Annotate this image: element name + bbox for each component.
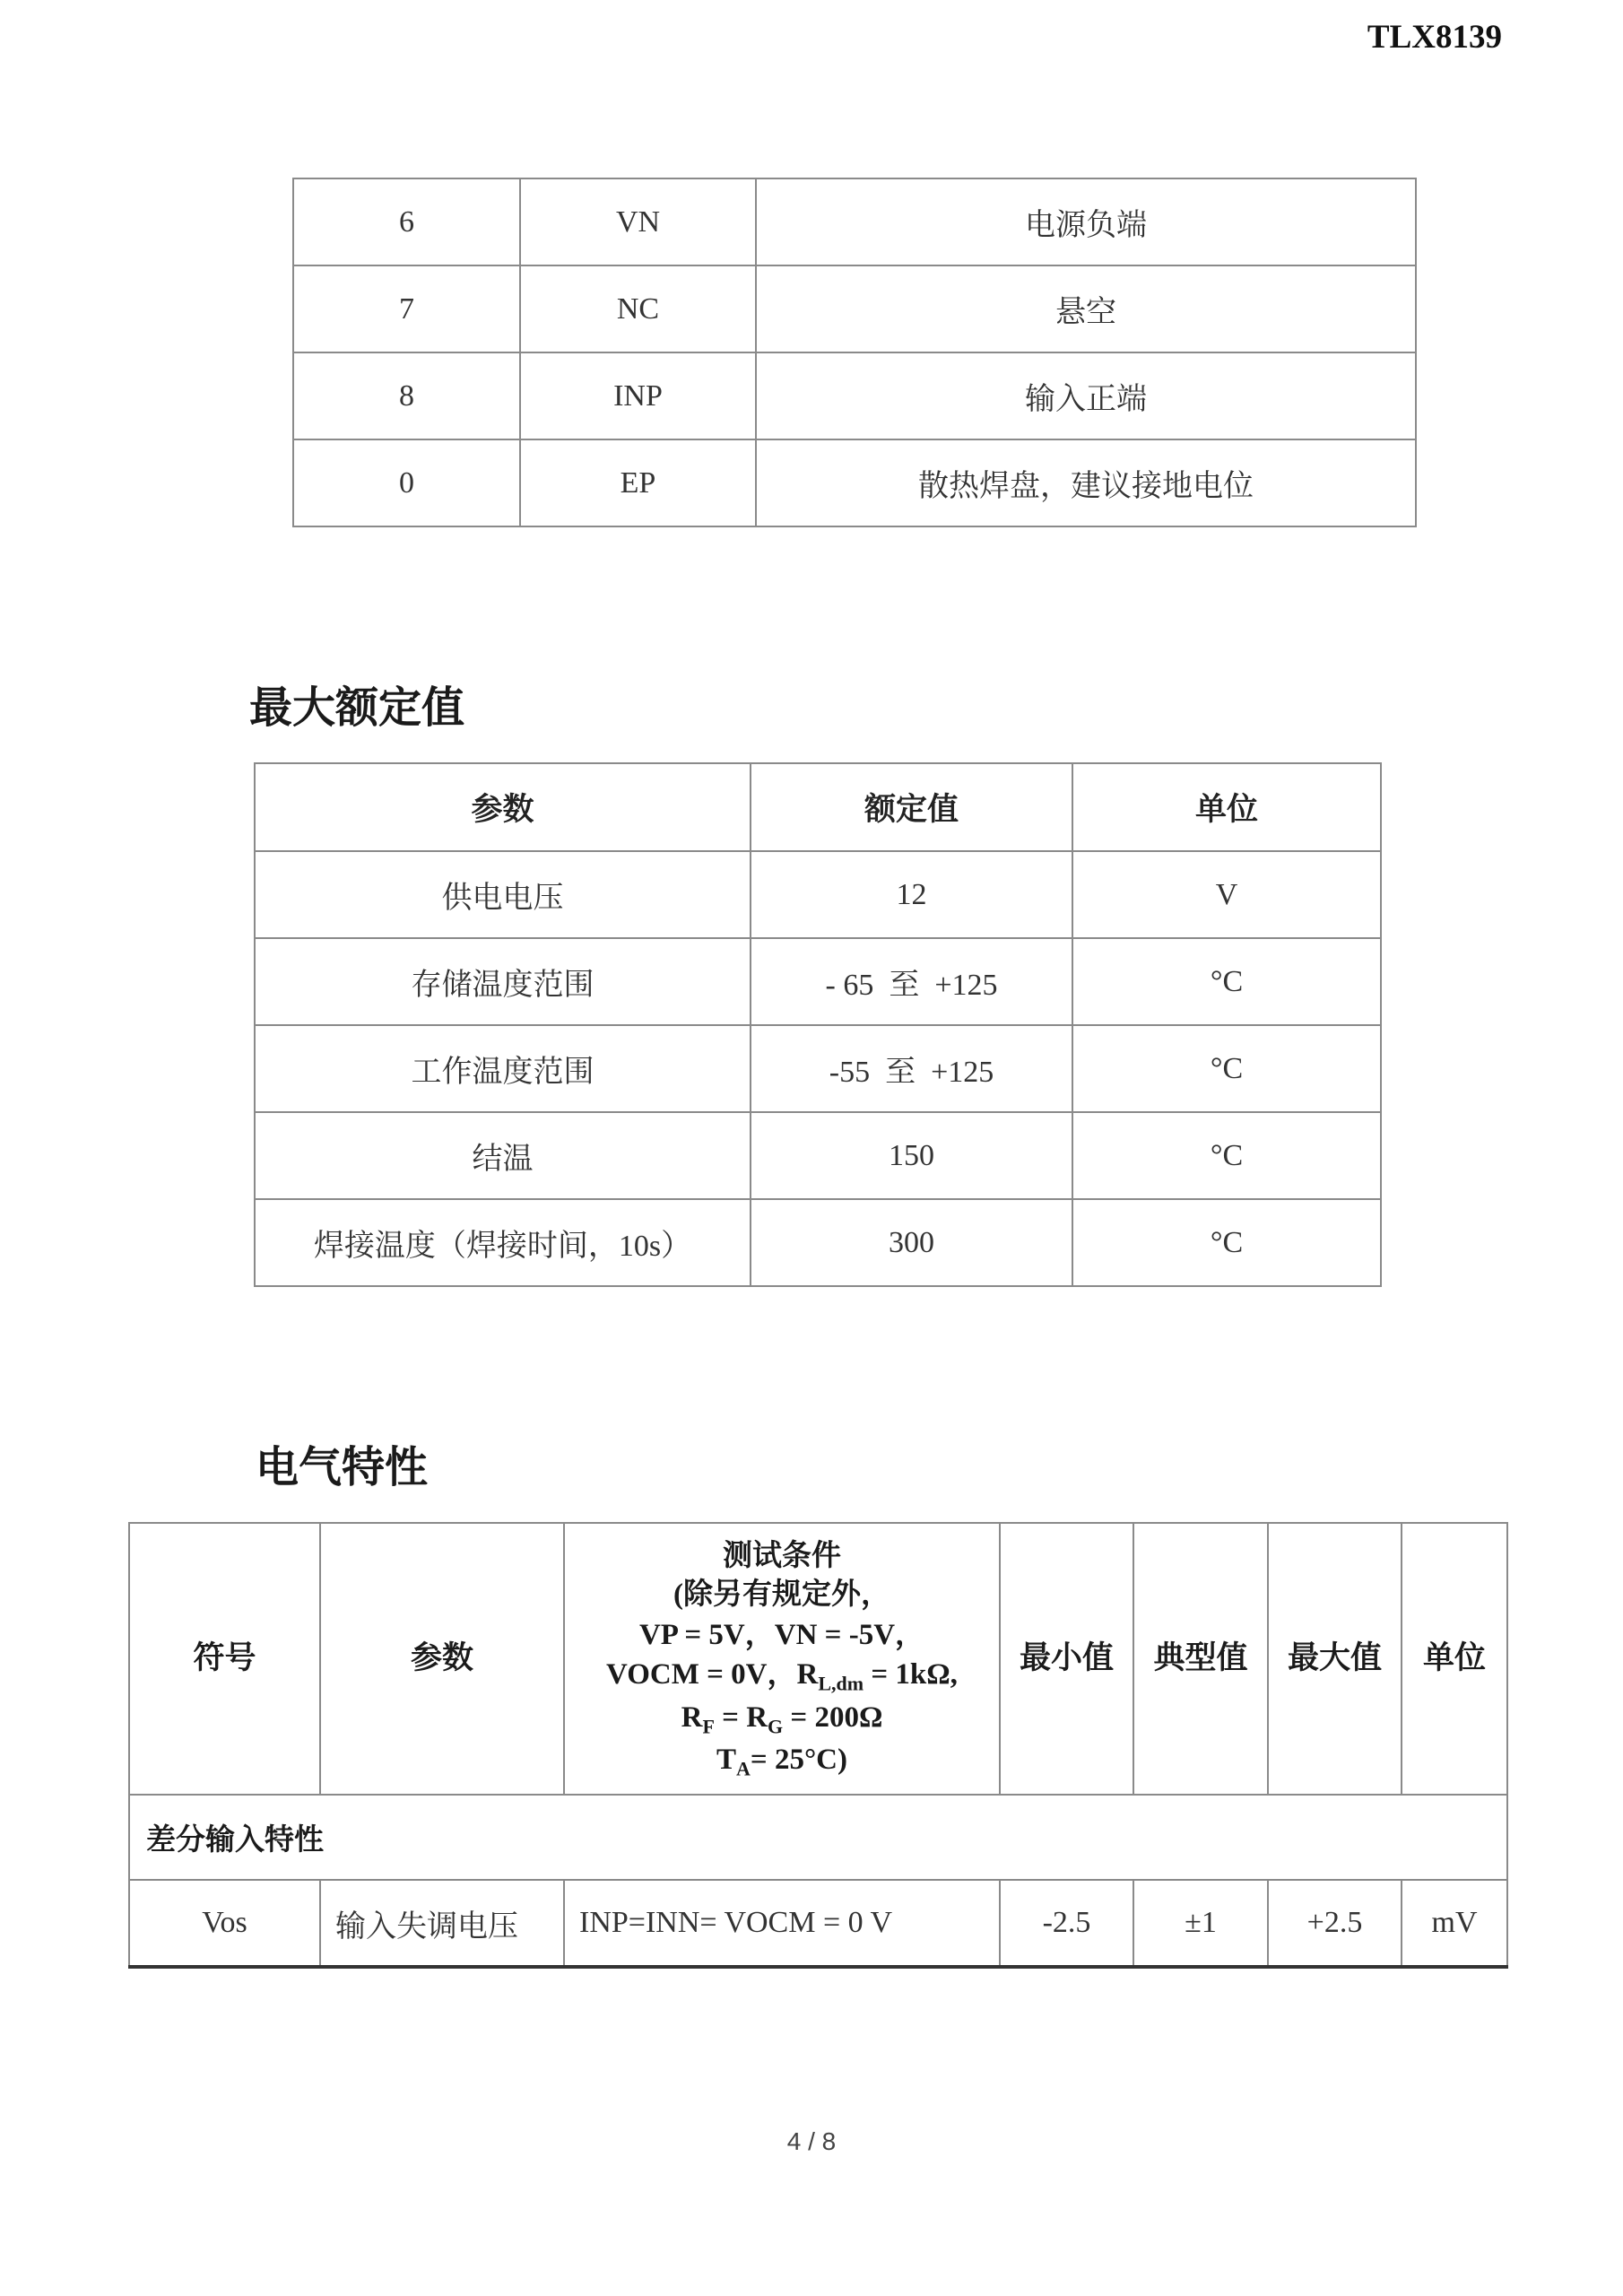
param-cell: 供电电压	[255, 851, 751, 938]
column-header-param: 参数	[320, 1523, 564, 1795]
unit-cell: °C	[1072, 938, 1381, 1025]
value-cell: - 65 至 +125	[751, 938, 1072, 1025]
column-header-min: 最小值	[1000, 1523, 1133, 1795]
column-header-param: 参数	[255, 763, 751, 851]
pin-description: 电源负端	[756, 178, 1416, 265]
column-header-unit: 单位	[1402, 1523, 1507, 1795]
table-row	[293, 265, 1416, 352]
conditions-line: (除另有规定外，	[673, 1578, 890, 1612]
max-ratings-heading: 最大额定值	[249, 683, 465, 733]
table-row	[293, 439, 1416, 526]
value-cell: 12	[751, 851, 1072, 938]
document-title: TLX8139	[1367, 19, 1502, 56]
unit-cell: °C	[1072, 1199, 1381, 1286]
electrical-table	[128, 1522, 1508, 1969]
pin-name: NC	[520, 265, 756, 352]
table-row	[129, 1880, 1507, 1967]
conditions-line: VOCM = 0V，$R_{L,dm} = 1k\Omega$,	[606, 1658, 958, 1695]
table-row	[293, 178, 1416, 265]
unit-cell: °C	[1072, 1025, 1381, 1112]
pin-name: VN	[520, 178, 756, 265]
table-row	[255, 851, 1381, 938]
param-cell: 工作温度范围	[255, 1025, 751, 1112]
condition-cell: INP=INN= VOCM = 0 V	[564, 1880, 1000, 1967]
conditions-line: VP = 5V，VN = -5V，	[638, 1618, 925, 1651]
pin-number: 0	[293, 439, 520, 526]
value-cell: -55 至 +125	[751, 1025, 1072, 1112]
pin-number: 8	[293, 352, 520, 439]
table-header-row	[129, 1523, 1507, 1795]
param-cell: 结温	[255, 1112, 751, 1199]
electrical-heading: 电气特性	[256, 1442, 429, 1492]
unit-cell: mV	[1402, 1880, 1507, 1967]
param-cell: 焊接温度（焊接时间，10s）	[255, 1199, 751, 1286]
value-cell: 150	[751, 1112, 1072, 1199]
pin-name: INP	[520, 352, 756, 439]
table-header-row	[255, 763, 1381, 851]
param-cell: 存储温度范围	[255, 938, 751, 1025]
min-cell: -2.5	[1000, 1880, 1133, 1967]
typ-cell: ±1	[1133, 1880, 1268, 1967]
unit-cell: V	[1072, 851, 1381, 938]
pin-description: 悬空	[756, 265, 1416, 352]
pin-description: 散热焊盘，建议接地电位	[756, 439, 1416, 526]
pin-number: 7	[293, 265, 520, 352]
table-row	[255, 1025, 1381, 1112]
column-header-typ: 典型值	[1133, 1523, 1268, 1795]
unit-cell: °C	[1072, 1112, 1381, 1199]
conditions-title: 测试条件	[723, 1536, 841, 1572]
table-row	[293, 352, 1416, 439]
value-cell: 300	[751, 1199, 1072, 1286]
conditions-line: $R_F = R_G = 200\Omega$	[681, 1700, 883, 1738]
symbol-cell: Vos	[129, 1880, 320, 1967]
pin-number: 6	[293, 178, 520, 265]
column-header-value: 额定值	[751, 763, 1072, 851]
max-ratings-table	[254, 762, 1382, 1287]
column-header-max: 最大值	[1268, 1523, 1402, 1795]
page-number: 4 / 8	[786, 2127, 837, 2155]
max-cell: +2.5	[1268, 1880, 1402, 1967]
table-row	[255, 1112, 1381, 1199]
conditions-line: $T_A= 25^\circ C$)	[716, 1743, 847, 1780]
param-cell: 输入失调电压	[320, 1880, 564, 1967]
column-header-unit: 单位	[1072, 763, 1381, 851]
table-row	[255, 1199, 1381, 1286]
group-row	[129, 1795, 1507, 1880]
pin-description: 输入正端	[756, 352, 1416, 439]
group-label: 差分输入特性	[129, 1795, 1507, 1880]
pin-name: EP	[520, 439, 756, 526]
column-header-symbol: 符号	[129, 1523, 320, 1795]
table-row	[255, 938, 1381, 1025]
column-header-conditions	[564, 1523, 1000, 1795]
pin-table	[292, 178, 1417, 527]
